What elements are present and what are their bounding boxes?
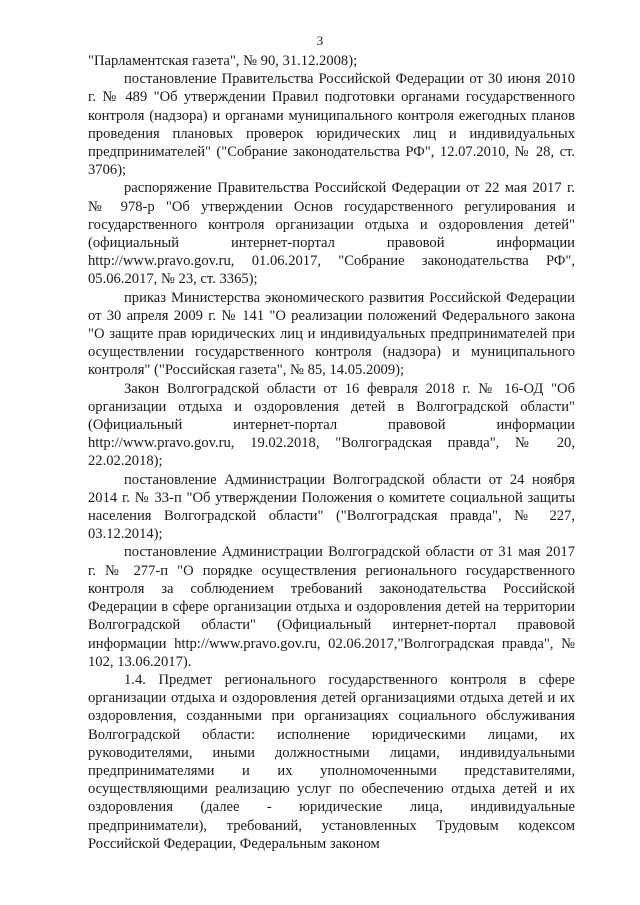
document-body (88, 52, 575, 853)
paragraph-volgograd-law-16od: Закон Волгоградской области от 16 февраля 2018 г. № 16-ОД "Об организации отдыха и оздоровления детей в Волгоградской области" (Официальный интернет-портал правовой информации http://www.pravo.gov.ru, 19.02.2018, "Волгоградская правда", № 20, 22.02.2018); (88, 380, 575, 470)
paragraph-ministry-order-141: приказ Министерства экономического развития Российской Федерации от 30 апреля 2009 г. № 141 "О реализации положений Федерального закона "О защите прав юридических лиц и индивидуальных предпринимателей при осуществлении государственного контроля (надзора) и муниципального контроля" ("Российская газета", № 85, 14.05.2009); (88, 289, 575, 379)
paragraph-government-order-978r: распоряжение Правительства Российской Федерации от 22 мая 2017 г. № 978-р "Об утверждении Основ государственного регулирования и государственного контроля организации отдыха и оздоровления детей" (официальный интернет-портал правовой информации http://www.pravo.gov.ru, 01.06.2017, "Собрание законодательства РФ", 05.06.2017, № 23, ст. 3365); (88, 180, 575, 288)
paragraph-administration-resolution-33p: постановление Администрации Волгоградской области от 24 ноября 2014 г. № 33-п "Об утверждении Положения о комитете социальной защиты населения Волгоградской области" ("Волгоградская правда", № 227, 03.12.2014); (88, 471, 575, 543)
paragraph-government-resolution-489: постановление Правительства Российской Федерации от 30 июня 2010 г. № 489 "Об утверждении Правил подготовки органами государственного контроля (надзора) и органами муниципального контроля ежегодных планов проведения плановых проверок юридических лиц и индивидуальных предпринимателей" ("Собрание законодательства РФ", 12.07.2010, № 28, ст. 3706); (88, 71, 575, 179)
paragraph-administration-resolution-277p: постановление Администрации Волгоградской области от 31 мая 2017 г. № 277-п "О порядке осуществления регионального государственного контроля за соблюдением требований законодательства Российской Федерации в сфере организации отдыха и оздоровления детей на территории Волгоградской области" (Официальный интернет-портал правовой информации http://www.pravo.gov.ru, 02.06.2017,"Волгоградская правда", № 102, 13.06.2017). (88, 544, 575, 670)
page-number: 3 (316, 33, 324, 48)
paragraph-section-1-4: 1.4. Предмет регионального государственного контроля в сфере организации отдыха и оздоровления детей организациями отдыха детей и их оздоровления, созданными при организациях социального обслуживания Волгоградской области: исполнение юридическими лицами, их руководителями, иными должностными лицами, индивидуальными предпринимателями и их уполномоченными представителями, осуществляющими реализацию услуг по обеспечению отдыха детей и их оздоровления (далее - юридические лица, индивидуальные предприниматели), требований, установленных Трудовым кодексом Российской Федерации, Федеральным законом (88, 671, 575, 852)
paragraph-parliament-gazette-citation: "Парламентская газета", № 90, 31.12.2008); (88, 53, 358, 69)
